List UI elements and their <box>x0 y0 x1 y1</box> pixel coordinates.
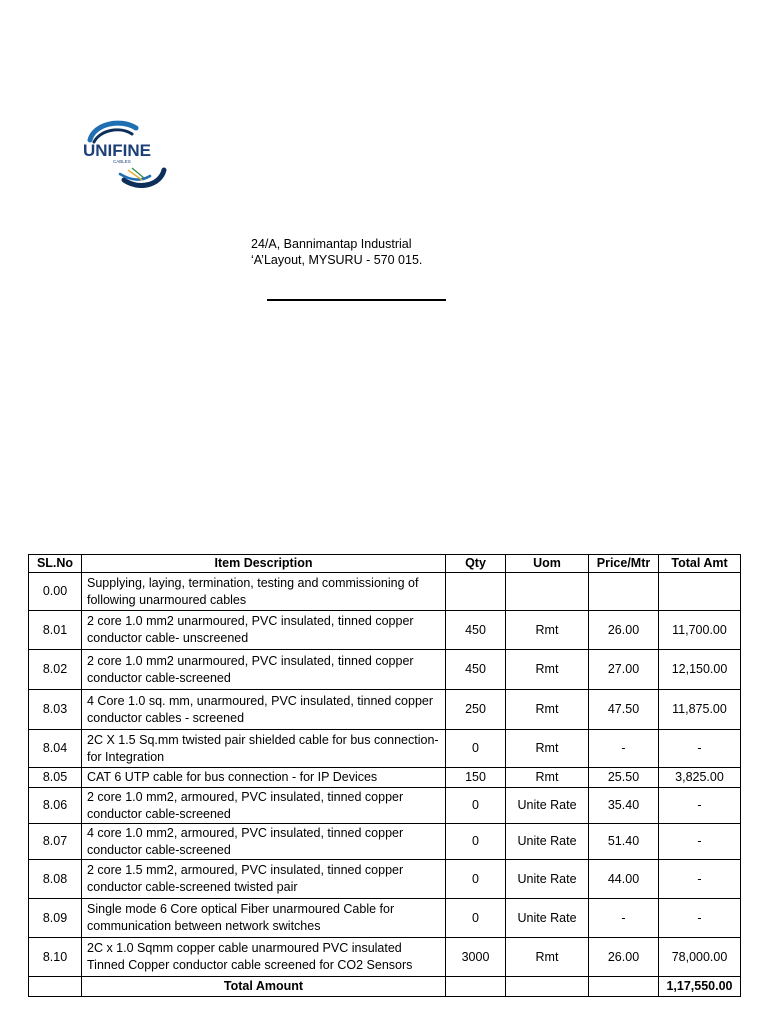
cell-price: 27.00 <box>589 650 659 690</box>
cell-total: - <box>659 899 741 938</box>
address-line-2: ‘A’Layout, MYSURU - 570 015. <box>251 253 423 267</box>
cell-uom: Rmt <box>506 690 589 730</box>
cell-price: 26.00 <box>589 938 659 977</box>
cell-description: 2C X 1.5 Sq.mm twisted pair shielded cable for bus connection- for Integration <box>82 730 446 768</box>
cell-uom: Rmt <box>506 650 589 690</box>
cell-total: - <box>659 788 741 824</box>
table-row <box>29 730 741 768</box>
cell-total: 11,700.00 <box>659 611 741 650</box>
cell-sl: 0.00 <box>29 573 82 611</box>
cell-description: 4 Core 1.0 sq. mm, unarmoured, PVC insulated, tinned copper conductor cables - screened <box>82 690 446 730</box>
column-header-price: Price/Mtr <box>589 555 659 573</box>
cell-sl: 8.08 <box>29 860 82 899</box>
cell-price: 26.00 <box>589 611 659 650</box>
cell-price: 25.50 <box>589 768 659 788</box>
cell-sl: 8.06 <box>29 788 82 824</box>
cell-total: - <box>659 730 741 768</box>
total-value: 1,17,550.00 <box>659 977 741 997</box>
column-header-sl: SL.No <box>29 555 82 573</box>
cell-qty: 450 <box>446 650 506 690</box>
table-row <box>29 768 741 788</box>
table-row <box>29 690 741 730</box>
cell-uom: Rmt <box>506 768 589 788</box>
cell-description: 2 core 1.0 mm2 unarmoured, PVC insulated, tinned copper conductor cable-screened <box>82 650 446 690</box>
company-address <box>251 236 422 268</box>
table-row <box>29 899 741 938</box>
table-row <box>29 788 741 824</box>
cell-description: 4 core 1.0 mm2, armoured, PVC insulated, tinned copper conductor cable-screened <box>82 824 446 860</box>
cell-uom: Rmt <box>506 938 589 977</box>
cell-qty: 250 <box>446 690 506 730</box>
cell-price: 47.50 <box>589 690 659 730</box>
cell-sl: 8.05 <box>29 768 82 788</box>
cell-total: 12,150.00 <box>659 650 741 690</box>
table-row <box>29 860 741 899</box>
cell-uom: Rmt <box>506 730 589 768</box>
cell-total: - <box>659 860 741 899</box>
cell-qty <box>446 573 506 611</box>
cell-sl: 8.04 <box>29 730 82 768</box>
cell-sl: 8.03 <box>29 690 82 730</box>
cell-description: 2C x 1.0 Sqmm copper cable unarmoured PVC insulated Tinned Copper conductor cable screened for CO2 Sensors <box>82 938 446 977</box>
cell-description: Single mode 6 Core optical Fiber unarmoured Cable for communication between network switches <box>82 899 446 938</box>
cell-total <box>659 573 741 611</box>
column-header-total: Total Amt <box>659 555 741 573</box>
cell-price: 44.00 <box>589 860 659 899</box>
cell-empty <box>589 977 659 997</box>
cell-qty: 3000 <box>446 938 506 977</box>
column-header-uom: Uom <box>506 555 589 573</box>
cell-description: CAT 6 UTP cable for bus connection - for IP Devices <box>82 768 446 788</box>
total-row <box>29 977 741 997</box>
table-row <box>29 824 741 860</box>
cell-description: 2 core 1.0 mm2, armoured, PVC insulated, tinned copper conductor cable-screened <box>82 788 446 824</box>
logo-subtext: CABLES <box>113 159 131 164</box>
table-row <box>29 650 741 690</box>
cell-qty: 0 <box>446 824 506 860</box>
cell-total: - <box>659 824 741 860</box>
cell-uom: Unite Rate <box>506 899 589 938</box>
cell-qty: 0 <box>446 730 506 768</box>
table-row <box>29 611 741 650</box>
table-row <box>29 938 741 977</box>
quotation-table <box>28 554 741 997</box>
cell-qty: 0 <box>446 788 506 824</box>
logo-text: UNIFINE <box>83 141 151 160</box>
cell-price <box>589 573 659 611</box>
cell-empty <box>506 977 589 997</box>
cell-total: 11,875.00 <box>659 690 741 730</box>
total-label: Total Amount <box>82 977 446 997</box>
table-row <box>29 573 741 611</box>
cell-description: 2 core 1.5 mm2, armoured, PVC insulated, tinned copper conductor cable-screened twisted pair <box>82 860 446 899</box>
column-header-qty: Qty <box>446 555 506 573</box>
cell-qty: 450 <box>446 611 506 650</box>
cell-price: 35.40 <box>589 788 659 824</box>
cell-sl: 8.09 <box>29 899 82 938</box>
address-line-1: 24/A, Bannimantap Industrial <box>251 237 412 251</box>
cell-uom: Unite Rate <box>506 824 589 860</box>
cell-empty <box>29 977 82 997</box>
cell-uom <box>506 573 589 611</box>
cell-qty: 0 <box>446 899 506 938</box>
cell-price: - <box>589 899 659 938</box>
cell-qty: 0 <box>446 860 506 899</box>
cell-sl: 8.01 <box>29 611 82 650</box>
column-header-description: Item Description <box>82 555 446 573</box>
table-header-row <box>29 555 741 573</box>
cell-uom: Rmt <box>506 611 589 650</box>
cell-total: 3,825.00 <box>659 768 741 788</box>
cell-price: 51.40 <box>589 824 659 860</box>
cell-description: Supplying, laying, termination, testing and commissioning of following unarmoured cables <box>82 573 446 611</box>
cell-description: 2 core 1.0 mm2 unarmoured, PVC insulated, tinned copper conductor cable- unscreened <box>82 611 446 650</box>
cell-sl: 8.10 <box>29 938 82 977</box>
cell-total: 78,000.00 <box>659 938 741 977</box>
cell-price: - <box>589 730 659 768</box>
unifine-logo <box>80 118 168 194</box>
cell-sl: 8.02 <box>29 650 82 690</box>
cell-uom: Unite Rate <box>506 860 589 899</box>
cell-qty: 150 <box>446 768 506 788</box>
cell-empty <box>446 977 506 997</box>
cell-uom: Unite Rate <box>506 788 589 824</box>
signature-line <box>267 299 446 301</box>
cell-sl: 8.07 <box>29 824 82 860</box>
